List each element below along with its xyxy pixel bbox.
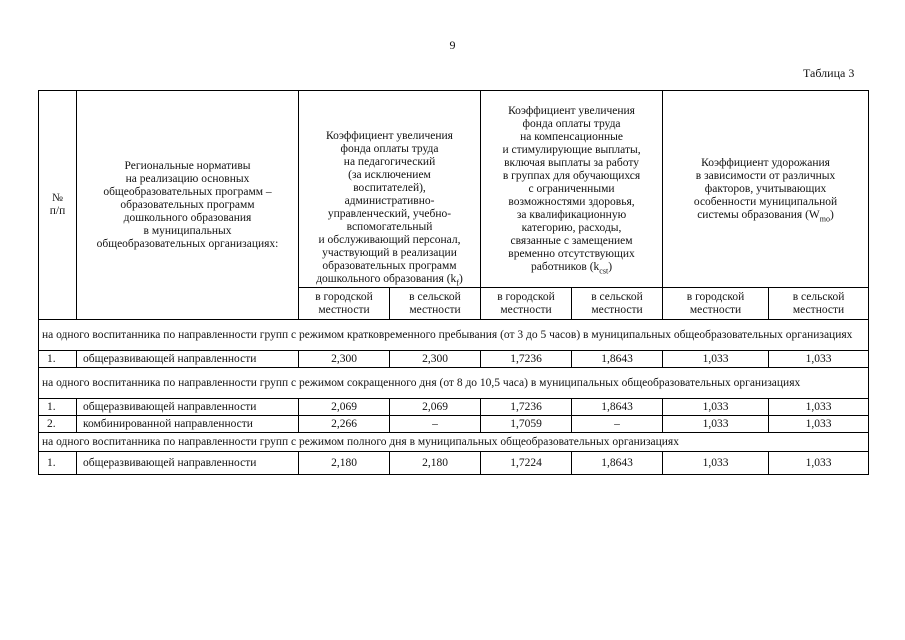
coefficients-table — [38, 90, 869, 475]
cell-value: 1,033 — [769, 452, 869, 475]
cell-value: 1,7059 — [481, 416, 572, 433]
section-row — [39, 433, 869, 452]
cell-value: 1,7224 — [481, 452, 572, 475]
cell-value: – — [572, 416, 663, 433]
header-urban: в городской местности — [299, 288, 390, 320]
header-rural: в сельской местности — [769, 288, 869, 320]
header-coef-w: Коэффициент удорожания в зависимости от различных факторов, учитывающих особенности муниципальной системы образования $(W_{mo})$ — [663, 91, 869, 288]
cell-value: 2,180 — [299, 452, 390, 475]
cell-value: 2,300 — [390, 351, 481, 368]
cell-value: 1,033 — [663, 399, 769, 416]
table-row — [39, 351, 869, 368]
header-urban: в городской местности — [663, 288, 769, 320]
section-row — [39, 320, 869, 351]
section-title: на одного воспитанника по направленности групп с режимом сокращенного дня (от 8 до 10,5 часа) в муниципальных общеобразовательных организациях — [39, 368, 869, 399]
header-num: № п/п — [39, 91, 77, 320]
table-row — [39, 399, 869, 416]
cell-value: 1,033 — [769, 399, 869, 416]
header-normatives: Региональные нормативы на реализацию основных общеобразовательных программ – образовательных программ дошкольного образования в муниципальных общеобразовательных организациях: — [77, 91, 299, 320]
header-rural: в сельской местности — [572, 288, 663, 320]
cell-value: 2,069 — [299, 399, 390, 416]
cell-value: 1,033 — [663, 351, 769, 368]
header-rural: в сельской местности — [390, 288, 481, 320]
cell-value: 1,8643 — [572, 399, 663, 416]
section-title: на одного воспитанника по направленности групп с режимом полного дня в муниципальных общеобразовательных организациях — [39, 433, 869, 452]
cell-value: 1,033 — [663, 452, 769, 475]
row-name: общеразвивающей направленности — [77, 399, 299, 416]
cell-value: 1,7236 — [481, 399, 572, 416]
row-name: общеразвивающей направленности — [77, 351, 299, 368]
cell-value: 2,266 — [299, 416, 390, 433]
cell-value: 1,8643 — [572, 452, 663, 475]
header-coef-kf: Коэффициент увеличения фонда оплаты труда на педагогический (за исключением воспитателей), административно- управленческий, учебно- вспомогательный и обслуживающий персонал, участвующий в реализации образовательных программ дошкольного образования $(k_f)$ — [299, 91, 481, 288]
table-row — [39, 452, 869, 475]
row-number: 1. — [39, 399, 77, 416]
row-number: 1. — [39, 452, 77, 475]
row-name: общеразвивающей направленности — [77, 452, 299, 475]
table-row — [39, 416, 869, 433]
cell-value: 1,033 — [769, 416, 869, 433]
cell-value: 1,7236 — [481, 351, 572, 368]
section-title: на одного воспитанника по направленности групп с режимом кратковременного пребывания (от 3 до 5 часов) в муниципальных общеобразовательных организациях — [39, 320, 869, 351]
row-name: комбинированной направленности — [77, 416, 299, 433]
section-row — [39, 368, 869, 399]
cell-value: 1,033 — [663, 416, 769, 433]
cell-value: – — [390, 416, 481, 433]
cell-value: 1,033 — [769, 351, 869, 368]
row-number: 2. — [39, 416, 77, 433]
page-number: 9 — [449, 38, 456, 52]
header-coef-kst: Коэффициент увеличения фонда оплаты труда на компенсационные и стимулирующие выплаты, включая выплаты за работу в группах для обучающихся с ограниченными возможностями здоровья, за квалификационную категорию, расходы, связанные с замещением временно отсутствующих работников $(k_{cst})$ — [481, 91, 663, 288]
cell-value: 2,300 — [299, 351, 390, 368]
cell-value: 2,069 — [390, 399, 481, 416]
table-caption: Таблица 3 — [803, 66, 855, 80]
row-number: 1. — [39, 351, 77, 368]
cell-value: 1,8643 — [572, 351, 663, 368]
header-urban: в городской местности — [481, 288, 572, 320]
cell-value: 2,180 — [390, 452, 481, 475]
